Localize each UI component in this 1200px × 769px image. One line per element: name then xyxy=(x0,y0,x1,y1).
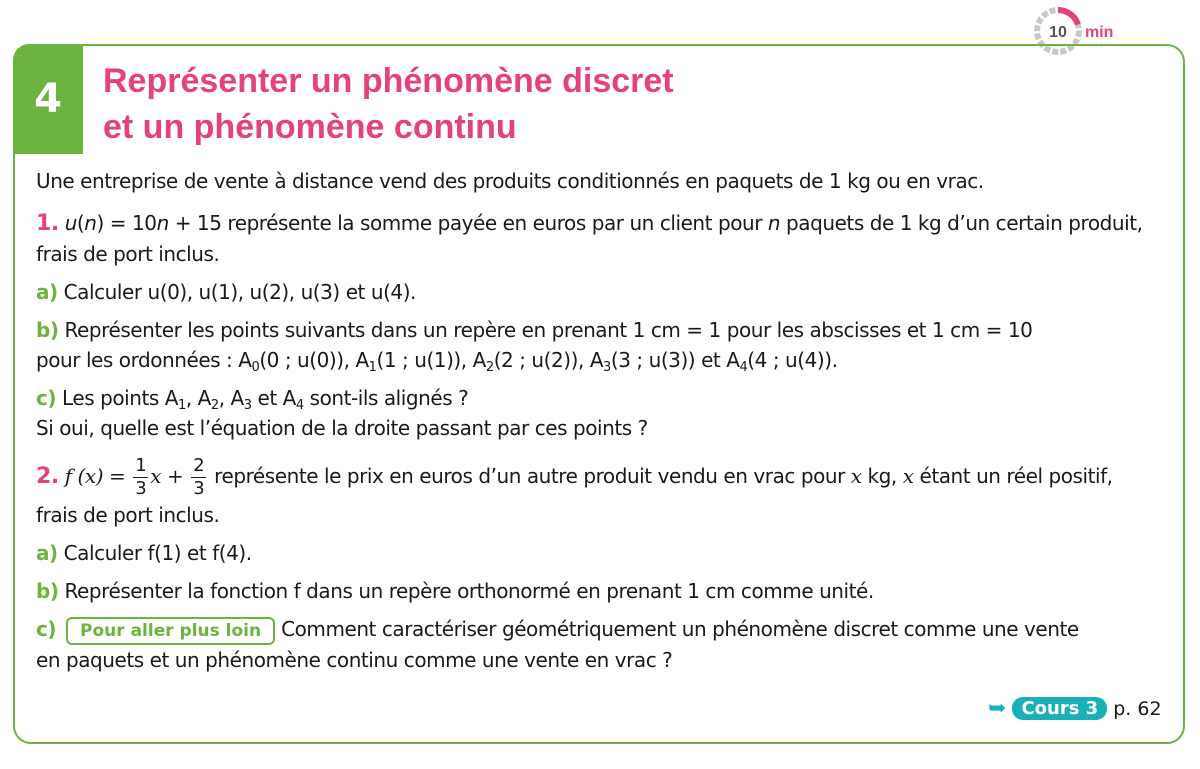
point-label: A xyxy=(197,386,211,410)
point-index: 2 xyxy=(210,398,219,413)
timer-value: 10 xyxy=(1049,24,1067,41)
q2a-label: a) xyxy=(36,541,58,565)
point-label: A xyxy=(355,348,369,372)
q2-text: représente le prix en euros d’un autre produit vendu en vrac pour xyxy=(208,464,851,488)
points-separator: et xyxy=(251,386,283,410)
q1-text-end: paquets de 1 kg d’un certain produit, frais de port inclus. xyxy=(36,211,1143,266)
q1-n2: n xyxy=(156,211,169,235)
q1c-suffix: sont-ils alignés ? xyxy=(303,386,469,410)
timer-unit: min xyxy=(1085,24,1114,41)
q2a-text: Calculer f(1) et f(4). xyxy=(63,541,252,565)
q1a-text: Calculer u(0), u(1), u(2), u(3) et u(4). xyxy=(63,280,416,304)
course-pill[interactable]: Cours 3 xyxy=(1012,697,1107,720)
point-coords: (2 ; u(2)) xyxy=(493,348,578,372)
point-index: 1 xyxy=(177,398,186,413)
point-index: 2 xyxy=(485,360,494,375)
points-separator: , xyxy=(185,386,198,410)
exercise-title xyxy=(103,58,674,150)
frac1-num: 1 xyxy=(135,455,147,476)
title-line-1: Représenter un phénomène discret xyxy=(103,62,674,100)
exercise-content xyxy=(36,166,1166,675)
q2-x1: x + xyxy=(150,464,184,488)
question-1a xyxy=(36,277,1166,307)
q1c-points xyxy=(164,386,304,413)
question-1: 1. u(n) = 10n + 15 représente la somme payée en euros par un client pour n paquets de 1 kg d’un certain produit, frais de port inclus. xyxy=(36,211,1143,266)
point-label: A xyxy=(589,348,604,372)
question-2b xyxy=(36,576,1166,606)
question-1-number: 1. xyxy=(36,211,59,236)
point-label: A xyxy=(230,386,244,410)
q1c-label: c) xyxy=(36,386,57,410)
frac2-num: 2 xyxy=(193,455,205,476)
points-separator: , xyxy=(218,386,231,410)
points-list xyxy=(238,348,838,375)
point-label: A xyxy=(164,386,178,410)
q2c-text-2: en paquets et un phénomène continu comme une vente en vrac ? xyxy=(36,648,673,672)
go-further-tag: Pour aller plus loin xyxy=(66,617,275,645)
question-1c xyxy=(36,383,1166,443)
q1-n: n xyxy=(84,211,97,235)
points-separator: , xyxy=(460,348,473,372)
question-2c xyxy=(36,614,1166,675)
q2b-text: Représenter la fonction f dans un repère orthonormé en prenant 1 cm comme unité. xyxy=(64,579,874,603)
fraction-2-3 xyxy=(191,455,206,500)
point-index: 4 xyxy=(739,360,748,375)
point-index: 0 xyxy=(251,360,260,375)
question-2-number: 2. xyxy=(36,464,59,489)
q2-x2: x xyxy=(850,464,862,488)
q1c-prefix: Les points xyxy=(62,386,165,410)
point-label: A xyxy=(472,348,486,372)
points-separator: , xyxy=(343,348,356,372)
question-2 xyxy=(36,455,1166,530)
q1c-line-2: Si oui, quelle est l’équation de la droite passant par ces points ? xyxy=(36,416,648,440)
point-coords: (3 ; u(3)) xyxy=(610,348,696,372)
point-label: A xyxy=(726,348,740,372)
frac2-den: 3 xyxy=(193,478,205,499)
point-index: 4 xyxy=(295,398,304,413)
frac1-den: 3 xyxy=(135,478,147,499)
points-separator: , xyxy=(577,348,590,372)
q1-text: + 15 représente la somme payée en euros par un client pour xyxy=(168,211,768,235)
point-label: A xyxy=(238,348,252,372)
intro-text: Une entreprise de vente à distance vend des produits conditionnés en paquets de 1 kg ou en vrac. xyxy=(36,169,984,193)
q2b-label: b) xyxy=(36,579,59,603)
q1b-label: b) xyxy=(36,318,59,342)
q1-eq: = 10 xyxy=(103,211,157,235)
q1-n3: n xyxy=(767,211,781,235)
course-reference[interactable] xyxy=(988,696,1162,721)
q2-f-expr: f (x) = xyxy=(64,464,126,488)
point-coords: (1 ; u(1)) xyxy=(376,348,461,372)
question-1b xyxy=(36,315,1166,375)
fraction-1-3 xyxy=(133,455,148,500)
q2c-text: Comment caractériser géométriquement un phénomène discret comme une vente xyxy=(281,617,1079,641)
point-index: 1 xyxy=(368,360,377,375)
point-index: 3 xyxy=(603,360,611,375)
q2-text-end: étant un réel positif, xyxy=(913,464,1113,488)
point-label: A xyxy=(282,386,296,410)
question-2a xyxy=(36,538,1166,568)
q1b-text-2: pour les ordonnées : xyxy=(36,348,239,372)
point-index: 3 xyxy=(243,398,252,413)
points-separator: et xyxy=(695,348,727,372)
exercise-number-badge: 4 xyxy=(13,44,83,154)
arrow-icon: ➥ xyxy=(988,696,1007,721)
q1b-text: Représenter les points suivants dans un repère en prenant 1 cm = 1 pour les abscisses et 1 cm = 10 xyxy=(64,318,1033,342)
point-coords: (0 ; u(0)) xyxy=(259,348,344,372)
q1a-label: a) xyxy=(36,280,58,304)
q2-line-2: frais de port inclus. xyxy=(36,503,220,527)
q2c-label: c) xyxy=(36,617,57,641)
q2-text-mid: kg, xyxy=(861,464,903,488)
title-line-2: et un phénomène continu xyxy=(103,108,517,146)
q2-x3: x xyxy=(902,464,914,488)
page-ref: p. 62 xyxy=(1113,697,1162,720)
q1-u: u xyxy=(64,211,77,235)
point-coords: (4 ; u(4)). xyxy=(747,348,838,372)
